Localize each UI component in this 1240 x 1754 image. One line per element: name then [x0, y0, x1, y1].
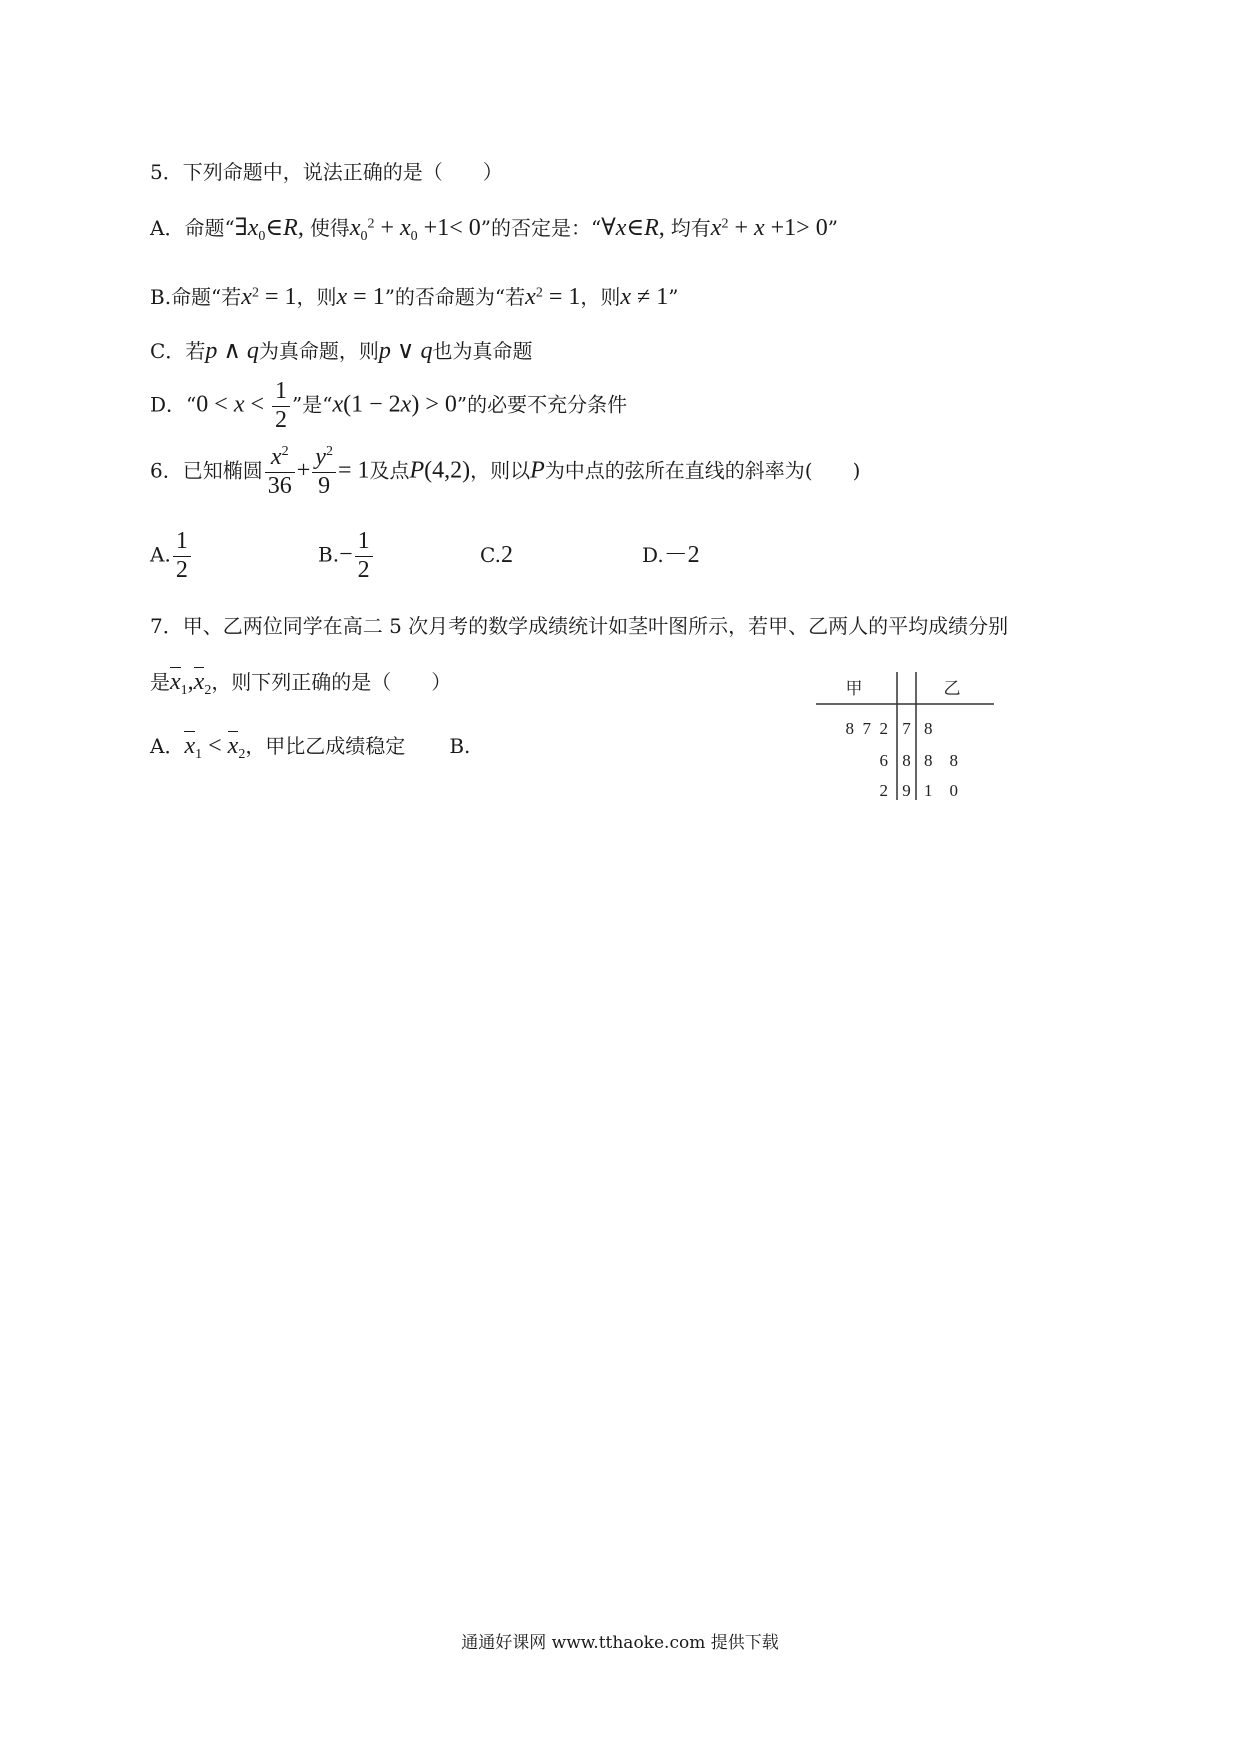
q6-option-d: D.－2 — [642, 541, 700, 568]
row-1-right-leaves: 8 — [924, 719, 933, 738]
q5-stem: 5．下列命题中，说法正确的是（ ） — [150, 160, 503, 184]
q6-option-a: A. $\frac{1}{2}$ — [150, 528, 318, 584]
row-3-right-leaves: 1 0 — [924, 781, 958, 800]
q5-option-c: C．若p ∧ q为真命题，则p ∨ q也为真命题 — [150, 338, 533, 364]
page-footer: 通通好课网 www.tthaoke.com 提供下载 — [461, 1633, 779, 1653]
q7-stem-line2: 是$x_1,x_2$，则下列正确的是（ ） — [150, 669, 452, 698]
fraction-one-half: $\frac{1}{2}$ — [272, 378, 290, 434]
row-2-stem: 8 — [902, 751, 911, 770]
row-1-stem: 7 — [902, 719, 911, 738]
q6-options — [150, 528, 700, 584]
header-yi: 乙 — [943, 679, 961, 698]
row-3-stem: 9 — [902, 781, 911, 800]
header-jia: 甲 — [845, 679, 863, 698]
q6-option-c: C.2 — [480, 541, 513, 568]
fraction-y2-over-9: $\frac{y^2}{9}$ — [312, 444, 336, 500]
q7-stem-line1: 7．甲、乙两位同学在高二 5 次月考的数学成绩统计如茎叶图所示，若甲、乙两人的平均成绩分别 — [150, 614, 1009, 638]
q7-option-a: A．$x_1 < x_2$，甲比乙成绩稳定 B. — [150, 733, 471, 762]
q5-option-d: D．“0 < x < $\frac{1}{2}$ ”是“x(1 − 2x) > 0”的必要不充分条件 — [150, 378, 628, 433]
stem-leaf-plot — [812, 672, 998, 802]
row-2-left-leaves: 6 — [879, 751, 888, 770]
row-1-left-leaves: 8 7 2 — [845, 719, 888, 738]
row-2-right-leaves: 8 8 — [924, 751, 958, 770]
q6-stem: 6．已知椭圆 $\frac{x^2}{36}$ + $\frac{y^2}{9}$ = 1及点P(4,2)，则以P为中点的弦所在直线的斜率为( ) — [150, 444, 861, 499]
q6-option-b: B.− $\frac{1}{2}$ — [318, 528, 480, 584]
row-3-left-leaves: 2 — [879, 781, 888, 800]
q5-option-b: B.命题“若$x^2 = 1$，则x = 1”的否命题为“若$x^2 = 1$，则x ≠ 1” — [150, 284, 679, 310]
fraction-x2-over-36: $\frac{x^2}{36}$ — [265, 444, 295, 500]
q5-option-a: A．命题“$\exists x_0\in R$, 使得$x_0^2 + x_0 +1< 0$”的否定是：“∀x∈R, 均有$x^2 + x +1> 0$” — [150, 215, 838, 244]
